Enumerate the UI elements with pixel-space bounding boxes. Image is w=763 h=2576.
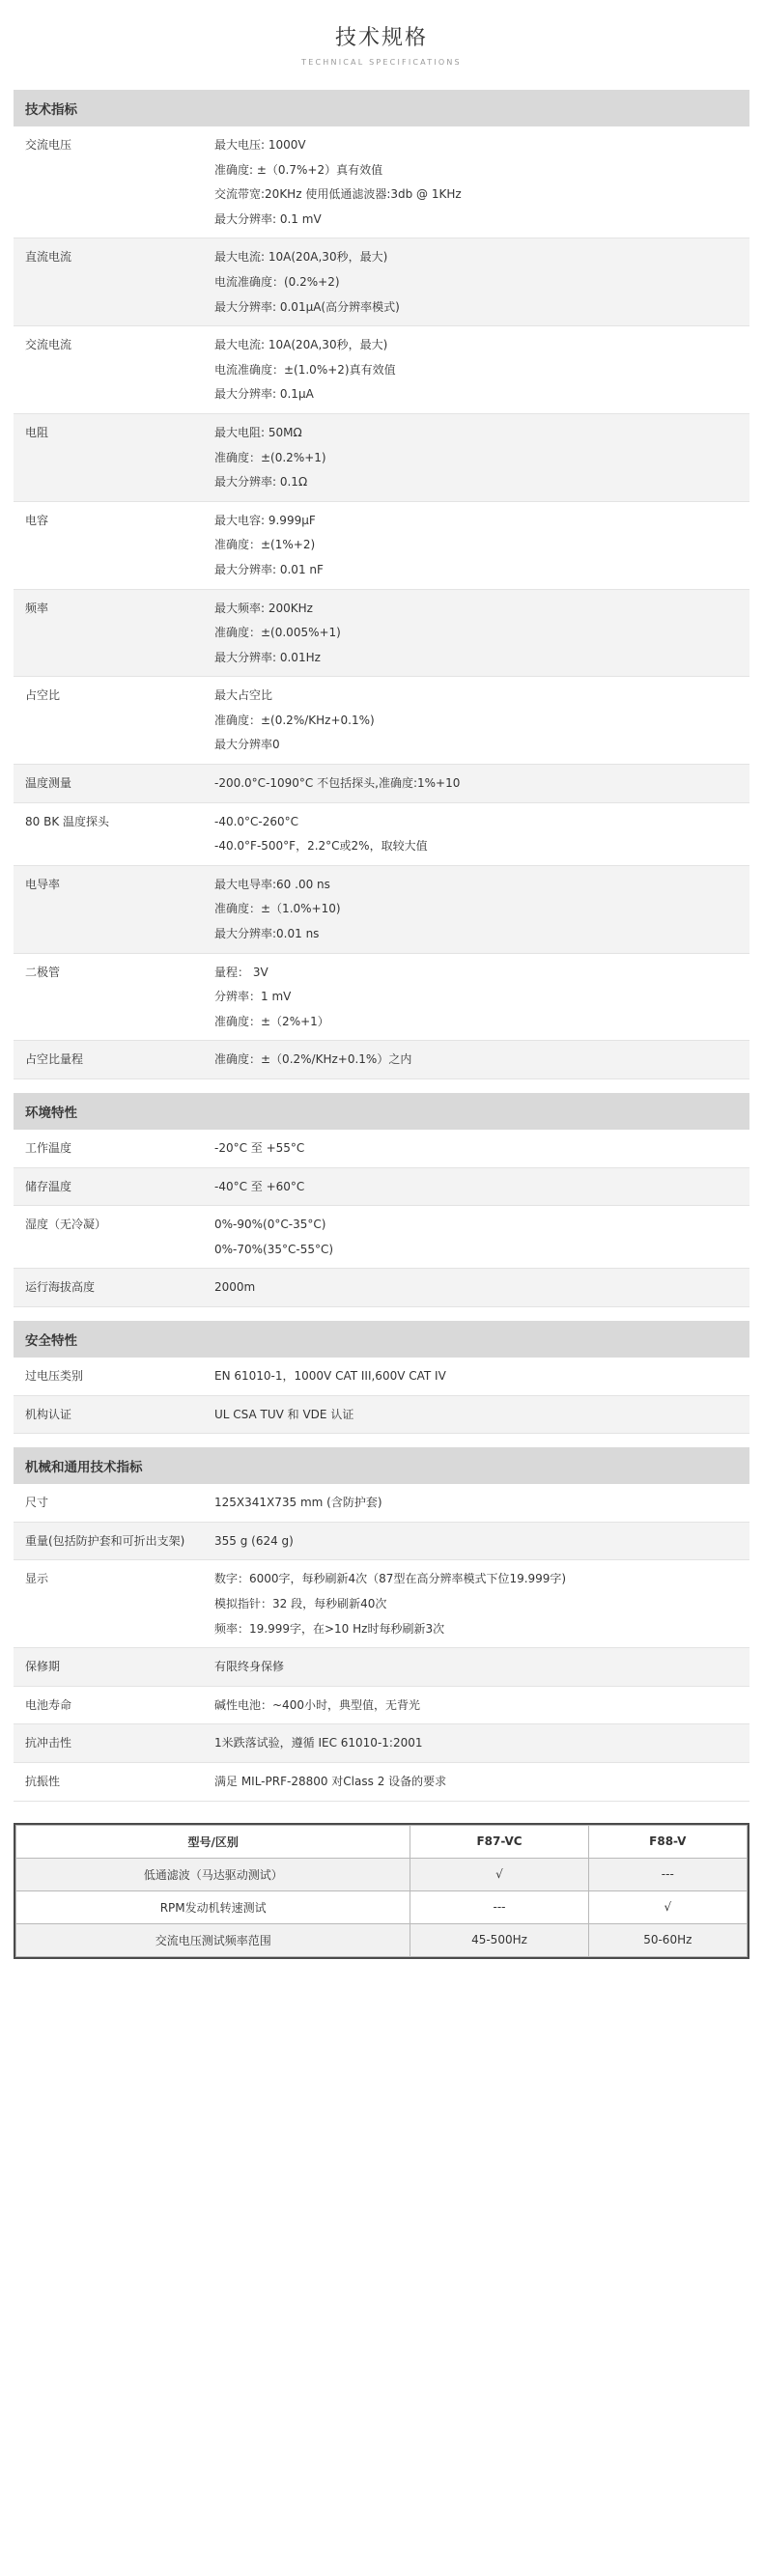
spec-value (203, 1269, 749, 1307)
section-heading: 技术指标 (14, 90, 749, 126)
col-header-model: 型号/区别 (16, 1825, 410, 1858)
section-heading: 环境特性 (14, 1093, 749, 1130)
spec-table (14, 126, 749, 1079)
spec-value-line: 频率：19.999字，在>10 Hz时每秒刷新3次 (214, 1621, 445, 1636)
spec-value (203, 1686, 749, 1724)
spec-value (203, 501, 749, 589)
spec-value-line: 最大频率: 200KHz (214, 601, 313, 615)
table-row (16, 1858, 748, 1890)
table-row (14, 953, 749, 1041)
spec-value (203, 126, 749, 238)
spec-value-line: 最大分辨率0 (214, 738, 280, 752)
spec-value (203, 413, 749, 501)
page-subtitle: TECHNICAL SPECIFICATIONS (301, 58, 462, 67)
spec-value (203, 1130, 749, 1167)
spec-label: 重量(包括防护套和可折出支架) (25, 1533, 185, 1548)
spec-value-line: 准确度：±(0.005%+1) (214, 626, 341, 640)
col-header-f88: F88-V (588, 1825, 747, 1858)
spec-value-line: 0%-90%(0°C-35°C) (214, 1218, 326, 1232)
spec-label: 电容 (25, 513, 49, 527)
spec-value-line: 准确度: ±（0.7%+2）真有效值 (214, 162, 383, 177)
model-f88-value: 50-60Hz (588, 1923, 747, 1956)
spec-value-line: 有限终身保修 (214, 1660, 285, 1674)
spec-section (14, 90, 749, 1079)
spec-label: 占空比 (25, 688, 61, 703)
spec-label: 储存温度 (25, 1179, 72, 1193)
spec-table (14, 1358, 749, 1434)
page-title-block (14, 0, 749, 76)
spec-label: 80 BK 温度探头 (25, 814, 110, 828)
table-row (14, 1648, 749, 1687)
spec-label: 保修期 (25, 1660, 61, 1674)
spec-value (203, 238, 749, 326)
spec-label: 抗振性 (25, 1774, 61, 1788)
spec-value (203, 1762, 749, 1801)
spec-value-line: 最大分辨率: 0.01Hz (214, 650, 321, 664)
spec-value (203, 1167, 749, 1206)
table-row (14, 1167, 749, 1206)
table-row (14, 1484, 749, 1522)
spec-value-line: 最大电流: 10A(20A,30秒，最大) (214, 338, 388, 352)
spec-value-line: 最大分辨率: 0.01 nF (214, 562, 324, 576)
spec-value (203, 865, 749, 953)
table-row (14, 326, 749, 414)
spec-label: 机构认证 (25, 1407, 72, 1421)
spec-value-line: -200.0°C-1090°C 不包括探头,准确度:1%+10 (214, 776, 461, 791)
spec-value-line: 电流准确度：±(1.0%+2)真有效值 (214, 362, 396, 377)
spec-label: 运行海拔高度 (25, 1280, 96, 1295)
spec-table (14, 1484, 749, 1801)
table-row (16, 1923, 748, 1956)
spec-value-line: UL CSA TUV 和 VDE 认证 (214, 1407, 354, 1421)
sections-container (14, 90, 749, 1802)
table-row (14, 501, 749, 589)
spec-value-line: 355 g (624 g) (214, 1533, 294, 1548)
spec-value-line: 分辨率：1 mV (214, 990, 292, 1004)
spec-value-line: EN 61010-1，1000V CAT III,600V CAT IV (214, 1368, 446, 1383)
table-header-row (16, 1825, 748, 1858)
spec-table (14, 1130, 749, 1307)
spec-value (203, 677, 749, 765)
spec-value-line: 最大分辨率: 0.1Ω (214, 475, 308, 490)
spec-value-line: -20°C 至 +55°C (214, 1141, 305, 1155)
spec-label: 频率 (25, 601, 49, 615)
spec-value-line: 模拟指针：32 段，每秒刷新40次 (214, 1596, 387, 1610)
spec-value-line: 准确度：±(0.2%/KHz+0.1%) (214, 713, 375, 727)
spec-value-line: 2000m (214, 1280, 256, 1295)
spec-value (203, 326, 749, 414)
table-row (14, 589, 749, 677)
model-f88-value: --- (588, 1858, 747, 1890)
spec-value (203, 1041, 749, 1079)
spec-value-line: 准确度：±(0.2%+1) (214, 450, 326, 464)
page-title: 技术规格 (334, 26, 428, 50)
spec-label: 占空比量程 (25, 1052, 84, 1067)
spec-value-line: -40°C 至 +60°C (214, 1179, 305, 1193)
table-row (14, 1686, 749, 1724)
spec-value (203, 589, 749, 677)
table-row (14, 1522, 749, 1560)
section-heading: 机械和通用技术指标 (14, 1447, 749, 1484)
spec-value-line: 准确度：±（1.0%+10) (214, 902, 341, 916)
table-row (14, 1358, 749, 1395)
spec-value-line: 最大电流: 10A(20A,30秒，最大) (214, 250, 388, 265)
spec-value (203, 1522, 749, 1560)
spec-value-line: 准确度：±(1%+2) (214, 538, 316, 552)
spec-label: 显示 (25, 1572, 49, 1586)
spec-value-line: 最大电容: 9.999μF (214, 513, 316, 527)
spec-value (203, 1724, 749, 1763)
spec-label: 抗冲击性 (25, 1736, 72, 1750)
spec-label: 温度测量 (25, 776, 72, 791)
spec-section (14, 1093, 749, 1307)
col-header-f87: F87-VC (410, 1825, 588, 1858)
spec-value (203, 1206, 749, 1269)
spec-value-line: 最大分辨率: 0.01μA(高分辨率模式) (214, 299, 400, 314)
table-row (14, 765, 749, 803)
section-heading: 安全特性 (14, 1321, 749, 1358)
spec-value (203, 765, 749, 803)
spec-label: 电池寿命 (25, 1697, 72, 1712)
table-row (14, 238, 749, 326)
table-row (14, 1130, 749, 1167)
spec-value-line: 满足 MIL-PRF-28800 对Class 2 设备的要求 (214, 1774, 447, 1788)
table-row (14, 1206, 749, 1269)
model-comparison-table (14, 1823, 749, 1959)
model-f87-value: √ (410, 1858, 588, 1890)
model-feature-label: RPM发动机转速测试 (16, 1890, 410, 1923)
spec-label: 交流电流 (25, 338, 72, 352)
spec-value (203, 953, 749, 1041)
model-f87-value: --- (410, 1890, 588, 1923)
spec-value-line: 最大分辨率: 0.1μA (214, 387, 314, 402)
spec-label: 过电压类别 (25, 1368, 84, 1383)
spec-label: 电导率 (25, 877, 61, 891)
spec-section (14, 1447, 749, 1801)
table-row (14, 1762, 749, 1801)
spec-value-line: 量程： 3V (214, 965, 268, 979)
table-row (14, 865, 749, 953)
model-feature-label: 交流电压测试频率范围 (16, 1923, 410, 1956)
table-row (14, 1041, 749, 1079)
spec-value-line: 交流带宽:20KHz 使用低通滤波器:3db @ 1KHz (214, 187, 462, 202)
spec-value (203, 1648, 749, 1687)
model-f88-value: √ (588, 1890, 747, 1923)
spec-value-line: 准确度：±（0.2%/KHz+0.1%）之内 (214, 1052, 412, 1067)
spec-value-line: 最大分辨率: 0.1 mV (214, 211, 322, 226)
spec-value (203, 1484, 749, 1522)
table-row (14, 126, 749, 238)
spec-value-line: 125X341X735 mm (含防护套) (214, 1496, 382, 1510)
spec-label: 交流电压 (25, 138, 72, 152)
spec-label: 工作温度 (25, 1141, 72, 1155)
spec-value-line: 最大电导率:60 .00 ns (214, 877, 330, 891)
spec-value-line: 碱性电池：~400小时，典型值，无背光 (214, 1697, 420, 1712)
spec-value-line: 0%-70%(35°C-55°C) (214, 1242, 334, 1256)
spec-value (203, 1395, 749, 1434)
table-row (16, 1890, 748, 1923)
spec-value (203, 1358, 749, 1395)
spec-value-line: 准确度：±（2%+1） (214, 1014, 329, 1028)
table-row (14, 1269, 749, 1307)
table-row (14, 802, 749, 865)
table-row (14, 1724, 749, 1763)
spec-label: 电阻 (25, 425, 49, 439)
spec-label: 尺寸 (25, 1496, 49, 1510)
spec-label: 二极管 (25, 965, 61, 979)
spec-value-line: 数字：6000字，每秒刷新4次（87型在高分辨率模式下位19.999字) (214, 1572, 567, 1586)
table-row (14, 413, 749, 501)
table-row (14, 677, 749, 765)
spec-section (14, 1321, 749, 1434)
table-row (14, 1560, 749, 1648)
spec-value (203, 802, 749, 865)
spec-value-line: 最大占空比 (214, 688, 273, 703)
spec-value-line: 最大电阻: 50MΩ (214, 425, 302, 439)
spec-value-line: 1米跌落试验，遵循 IEC 61010-1:2001 (214, 1736, 423, 1750)
model-f87-value: 45-500Hz (410, 1923, 588, 1956)
spec-value-line: 电流准确度：(0.2%+2) (214, 274, 340, 289)
spec-label: 湿度（无冷凝） (25, 1218, 107, 1232)
spec-value (203, 1560, 749, 1648)
table-row (14, 1395, 749, 1434)
spec-value-line: 最大分辨率:0.01 ns (214, 927, 320, 941)
spec-label: 直流电流 (25, 250, 72, 265)
model-feature-label: 低通滤波（马达驱动测试） (16, 1858, 410, 1890)
spec-value-line: -40.0°F-500°F，2.2°C或2%，取较大值 (214, 839, 428, 854)
spec-value-line: 最大电压: 1000V (214, 138, 306, 152)
spec-value-line: -40.0°C-260°C (214, 814, 299, 828)
